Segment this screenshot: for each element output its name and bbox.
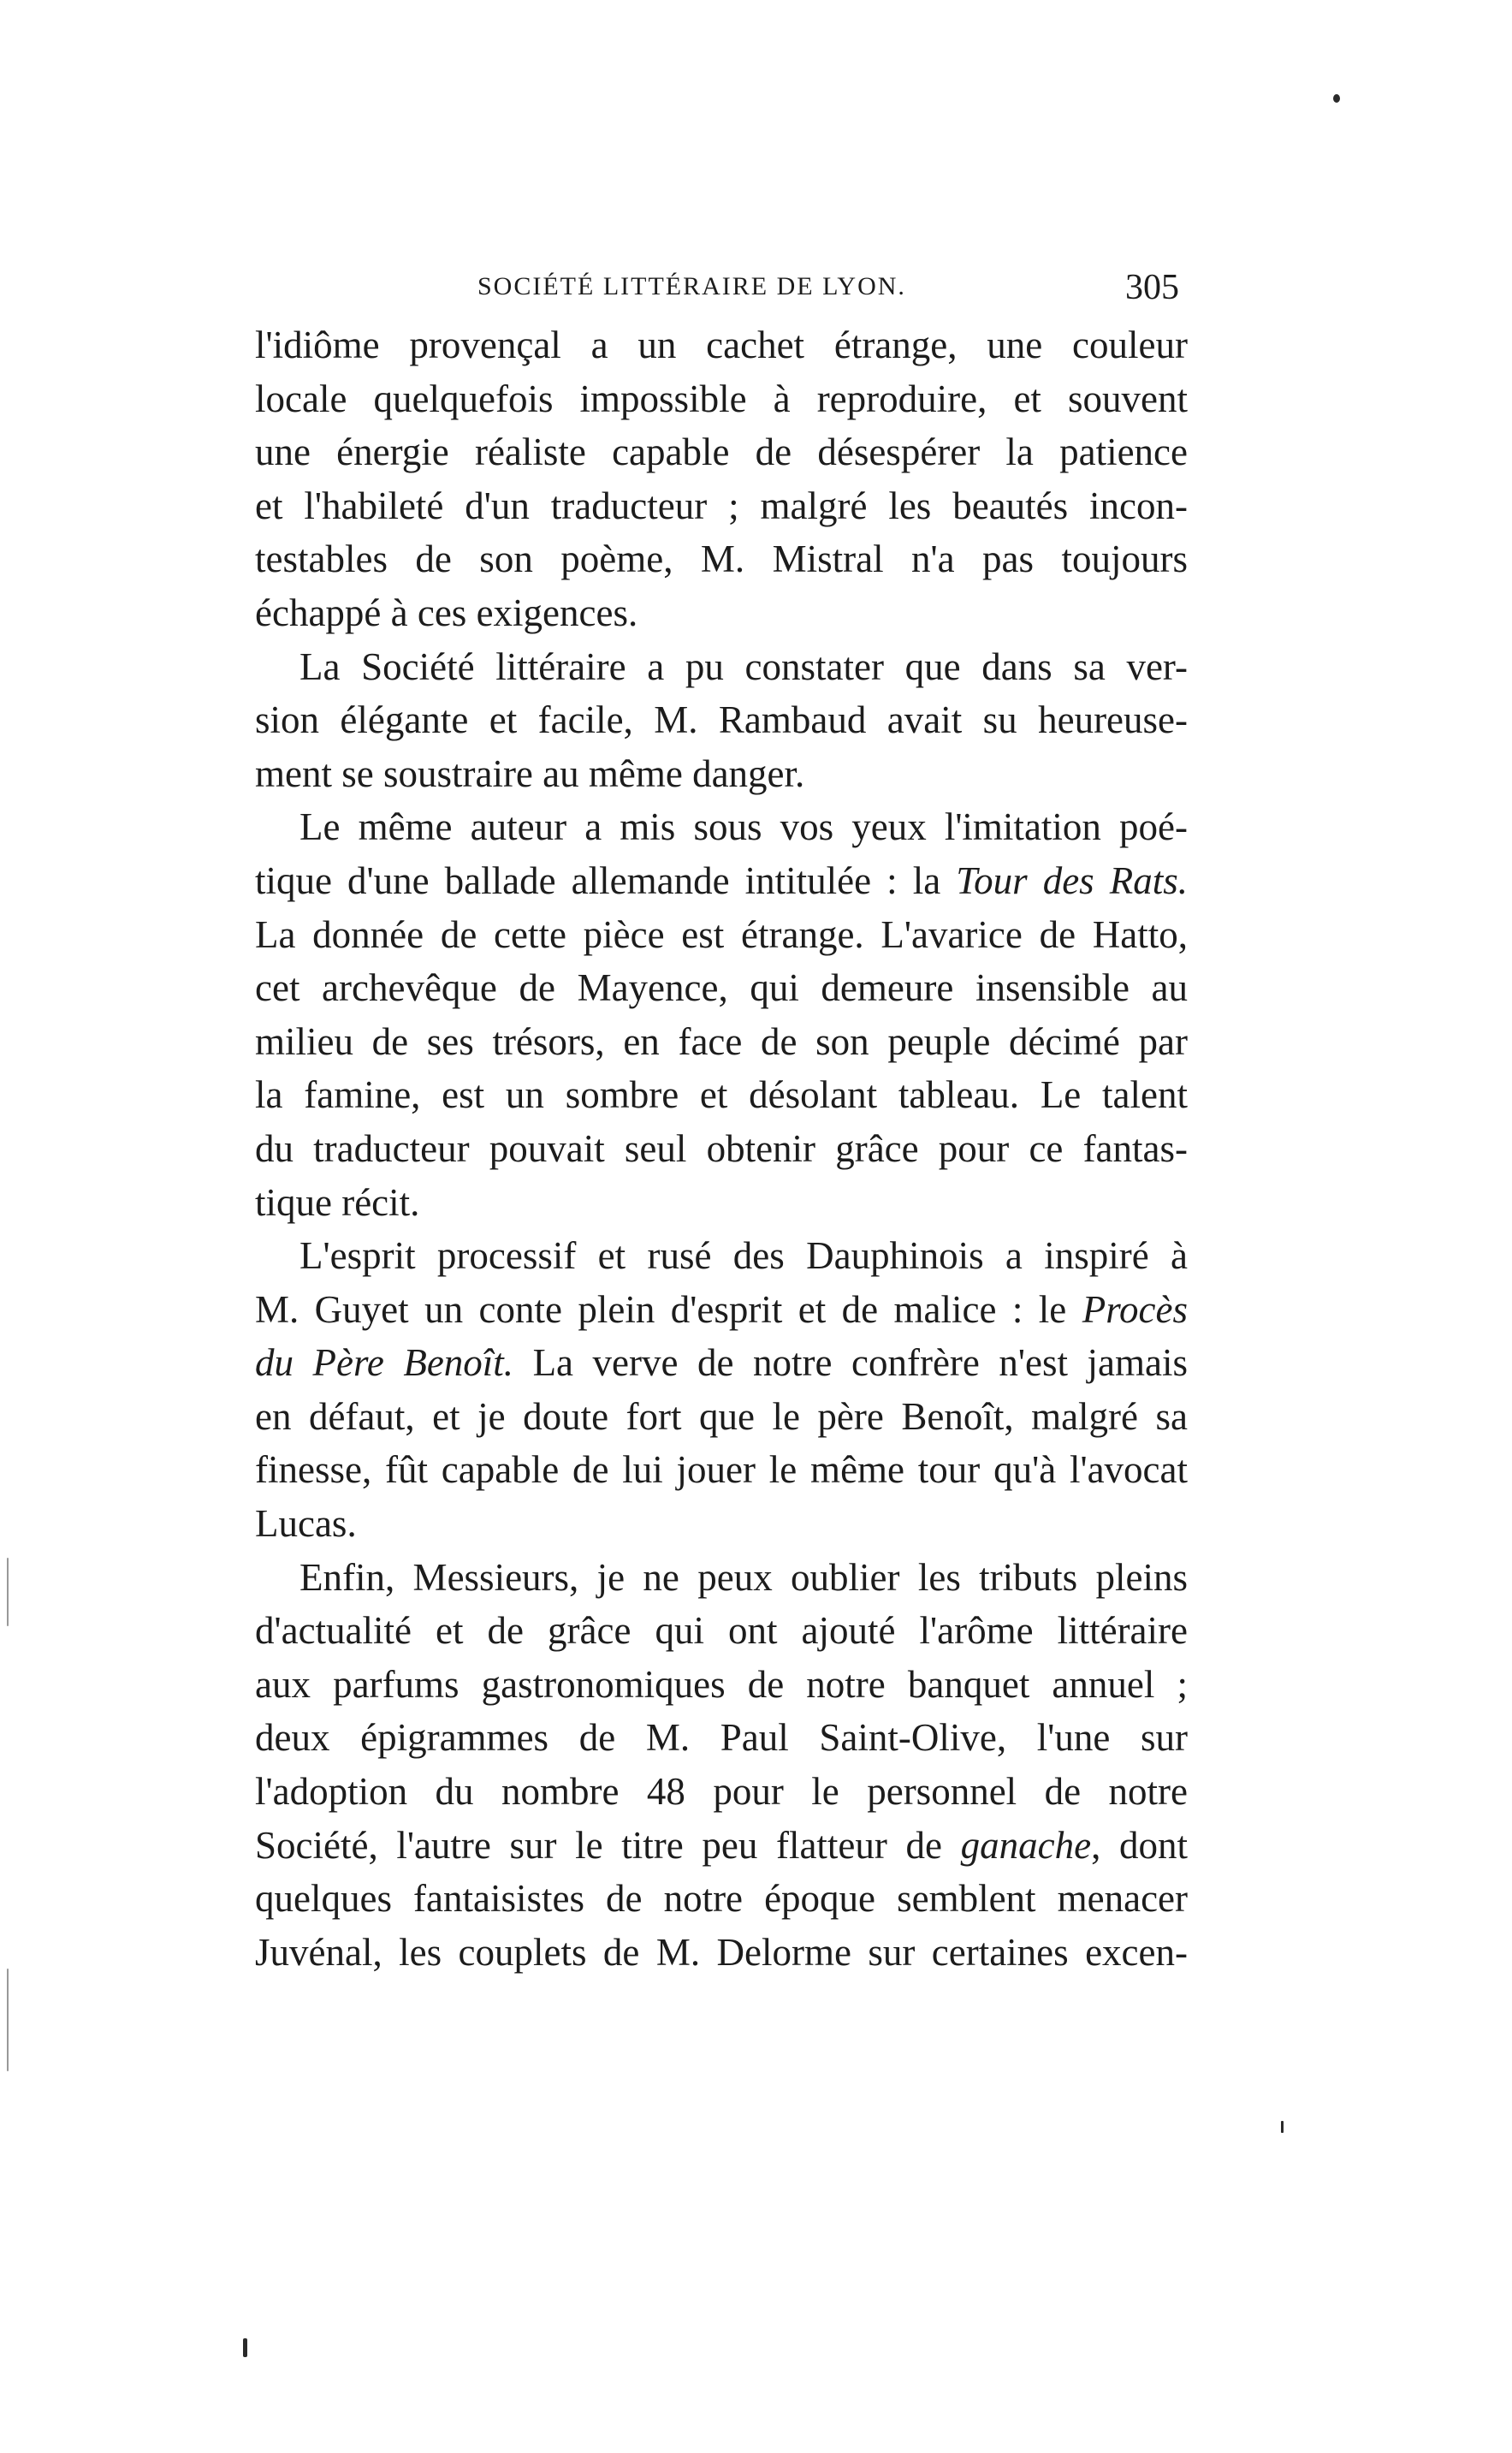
italic-word: ganache: [960, 1823, 1092, 1867]
text-line: deux épigrammes de M. Paul Saint-Olive, l'une sur: [255, 1716, 1188, 1760]
scan-speck: [243, 2338, 247, 2357]
paragraph-5: [255, 1551, 1188, 1980]
text-line: finesse, fût capable de lui jouer le même tour qu'à l'avocat: [255, 1448, 1188, 1492]
text-line: quelques fantaisistes de notre époque semblent menacer: [255, 1877, 1188, 1921]
text-line: [255, 1819, 1188, 1873]
text-line: Enfin, Messieurs, je ne peux oublier les tributs pleins: [299, 1555, 1188, 1599]
scan-speck: [1281, 2121, 1284, 2133]
text-line: testables de son poème, M. Mistral n'a pas toujours: [255, 538, 1188, 581]
running-title: SOCIÉTÉ LITTÉRAIRE DE LYON.: [477, 272, 906, 300]
text-line: échappé à ces exigences.: [255, 591, 638, 634]
text-line: cet archevêque de Mayence, qui demeure insensible au: [255, 966, 1188, 1010]
text-line: [255, 1283, 1188, 1337]
text-line: aux parfums gastronomiques de notre banquet annuel ;: [255, 1662, 1188, 1706]
text-line: Lucas.: [255, 1502, 357, 1546]
page-number: 305: [1125, 268, 1179, 307]
paragraph-2: [255, 640, 1188, 801]
text-line: sion élégante et facile, M. Rambaud avait su heureuse-: [255, 698, 1188, 742]
text-line: et l'habileté d'un traducteur ; malgré les beautés incon-: [255, 484, 1188, 527]
text-line: L'esprit processif et rusé des Dauphinois a inspiré à: [299, 1234, 1188, 1278]
text-line: une énergie réaliste capable de désespérer la patience: [255, 431, 1188, 474]
text-fragment: La verve de notre confrère n'est jamais: [513, 1341, 1188, 1385]
text-line: d'actualité et de grâce qui ont ajouté l'arôme littéraire: [255, 1609, 1188, 1653]
text-line: milieu de ses trésors, en face de son peuple décimé par: [255, 1019, 1188, 1063]
paragraph-4: [255, 1229, 1188, 1551]
italic-title: Tour des Rats.: [956, 858, 1188, 902]
text-line: locale quelquefois impossible à reproduire, et souvent: [255, 377, 1188, 420]
body-text: [255, 318, 1188, 1979]
text-line: Le même auteur a mis sous vos yeux l'imitation poé-: [299, 805, 1188, 849]
text-line: ment se soustraire au même danger.: [255, 751, 805, 795]
text-line: en défaut, et je doute fort que le père Benoît, malgré sa: [255, 1394, 1188, 1438]
text-line: la famine, est un sombre et désolant tableau. Le talent: [255, 1073, 1188, 1117]
italic-title: Procès: [1082, 1287, 1188, 1331]
text-fragment: M. Guyet un conte plein d'esprit et de malice : le: [255, 1287, 1082, 1331]
scan-speck: [1333, 94, 1340, 103]
text-line: La Société littéraire a pu constater que dans sa ver-: [299, 644, 1188, 688]
text-line: l'adoption du nombre 48 pour le personnel de notre: [255, 1770, 1188, 1814]
scan-speck: [7, 1969, 9, 2071]
text-line: l'idiôme provençal a un cachet étrange, une couleur: [255, 324, 1188, 366]
paragraph-1: [255, 318, 1188, 640]
text-fragment: tique d'une ballade allemande intitulée : la: [255, 858, 957, 902]
running-head: [255, 268, 1196, 315]
paragraph-3: [255, 800, 1188, 1229]
text-line: du traducteur pouvait seul obtenir grâce pour ce fantas-: [255, 1126, 1188, 1170]
text-line: tique récit.: [255, 1180, 420, 1224]
text-line: Juvénal, les couplets de M. Delorme sur certaines excen-: [255, 1930, 1188, 1974]
text-line: [255, 854, 1188, 908]
text-fragment: , dont: [1091, 1823, 1188, 1867]
scan-speck: [7, 1558, 9, 1626]
text-fragment: Société, l'autre sur le titre peu flatteur de: [255, 1823, 961, 1867]
italic-title: du Père Benoît.: [255, 1341, 514, 1385]
text-line: La donnée de cette pièce est étrange. L'avarice de Hatto,: [255, 912, 1188, 956]
text-line: [255, 1336, 1188, 1390]
